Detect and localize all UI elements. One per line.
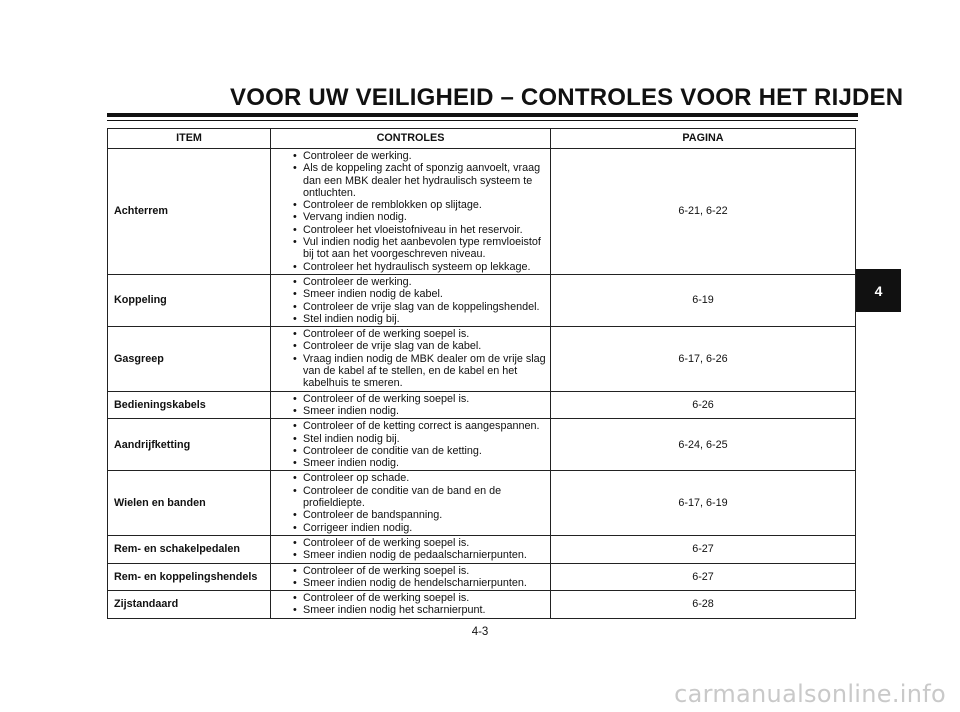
control-item <box>293 592 546 604</box>
row-item-name: Rem- en koppelingshendels <box>108 563 271 591</box>
bullet-icon: • <box>293 211 297 224</box>
row-controls <box>271 327 551 391</box>
control-item <box>293 457 546 469</box>
control-text: Controleer de bandspanning. <box>303 509 443 522</box>
control-text: Controleer of de werking soepel is. <box>303 592 470 605</box>
row-page-ref: 6-19 <box>551 274 856 326</box>
bullet-icon: • <box>293 432 297 445</box>
control-item <box>293 301 546 313</box>
bullet-icon: • <box>293 236 297 249</box>
table-body <box>108 149 856 619</box>
row-page-ref: 6-27 <box>551 535 856 563</box>
control-item <box>293 162 546 199</box>
control-item <box>293 522 546 534</box>
row-controls <box>271 563 551 591</box>
control-text: Stel indien nodig bij. <box>303 312 400 325</box>
control-item <box>293 604 546 616</box>
control-item <box>293 211 546 223</box>
control-item <box>293 509 546 521</box>
control-item <box>293 150 546 162</box>
bullet-icon: • <box>293 260 297 273</box>
row-controls <box>271 149 551 275</box>
bullet-icon: • <box>293 484 297 497</box>
table-row <box>108 327 856 391</box>
row-page-ref: 6-21, 6-22 <box>551 149 856 275</box>
row-page-ref: 6-17, 6-26 <box>551 327 856 391</box>
bullet-icon: • <box>293 549 297 562</box>
control-item <box>293 340 546 352</box>
table-row <box>108 471 856 535</box>
control-text: Smeer indien nodig. <box>303 404 400 417</box>
table-row <box>108 419 856 471</box>
control-text: Controleer het hydraulisch systeem op lekkage. <box>303 260 531 273</box>
row-item-name: Koppeling <box>108 274 271 326</box>
page-number: 4-3 <box>471 626 489 638</box>
row-page-ref: 6-26 <box>551 391 856 419</box>
control-text: Controleer of de werking soepel is. <box>303 392 470 405</box>
page-title: VOOR UW VEILIGHEID – CONTROLES VOOR HET RIJDEN <box>230 84 904 111</box>
control-text: Controleer of de ketting correct is aangespannen. <box>303 420 540 433</box>
control-text: Vul indien nodig het aanbevolen type remvloeistof bij tot aan het voorgeschreven niveau. <box>303 236 541 261</box>
bullet-icon: • <box>293 592 297 605</box>
header-item: ITEM <box>108 129 271 149</box>
control-item <box>293 199 546 211</box>
title-rule-thin <box>107 120 858 121</box>
bullet-icon: • <box>293 536 297 549</box>
bullet-icon: • <box>293 521 297 534</box>
row-controls <box>271 419 551 471</box>
control-item <box>293 224 546 236</box>
table-row <box>108 563 856 591</box>
control-item <box>293 405 546 417</box>
control-item <box>293 472 546 484</box>
header-page: PAGINA <box>551 129 856 149</box>
control-text: Stel indien nodig bij. <box>303 432 400 445</box>
bullet-icon: • <box>293 352 297 365</box>
control-item <box>293 537 546 549</box>
control-item <box>293 565 546 577</box>
row-page-ref: 6-28 <box>551 591 856 619</box>
control-text: Controleer de conditie van de ketting. <box>303 444 482 457</box>
control-text: Als de koppeling zacht of sponzig aanvoelt, vraag dan een MBK dealer het hydraulisch systeem te ontluchten. <box>303 162 541 199</box>
control-text: Smeer indien nodig de kabel. <box>303 288 443 301</box>
bullet-icon: • <box>293 340 297 353</box>
row-controls <box>271 391 551 419</box>
control-text: Smeer indien nodig het scharnierpunt. <box>303 604 486 617</box>
control-text: Vraag indien nodig de MBK dealer om de vrije slag van de kabel af te stellen, en de kabel en het kabelhuis te smeren. <box>303 352 546 390</box>
row-item-name: Aandrijfketting <box>108 419 271 471</box>
bullet-icon: • <box>293 457 297 470</box>
control-text: Controleer de werking. <box>303 275 412 288</box>
table-row <box>108 391 856 419</box>
table-row <box>108 274 856 326</box>
control-text: Controleer het vloeistofniveau in het reservoir. <box>303 223 523 236</box>
control-text: Smeer indien nodig de hendelscharnierpunten. <box>303 576 527 589</box>
bullet-icon: • <box>293 404 297 417</box>
row-page-ref: 6-27 <box>551 563 856 591</box>
row-item-name: Bedieningskabels <box>108 391 271 419</box>
row-controls <box>271 274 551 326</box>
bullet-icon: • <box>293 444 297 457</box>
control-item <box>293 433 546 445</box>
row-item-name: Rem- en schakelpedalen <box>108 535 271 563</box>
control-item <box>293 261 546 273</box>
bullet-icon: • <box>293 564 297 577</box>
row-page-ref: 6-24, 6-25 <box>551 419 856 471</box>
control-text: Controleer of de werking soepel is. <box>303 328 470 341</box>
bullet-icon: • <box>293 328 297 341</box>
control-text: Controleer of de werking soepel is. <box>303 536 470 549</box>
control-item <box>293 236 546 261</box>
row-controls <box>271 471 551 535</box>
bullet-icon: • <box>293 604 297 617</box>
bullet-icon: • <box>293 199 297 212</box>
control-text: Controleer de remblokken op slijtage. <box>303 199 482 212</box>
controls-table <box>107 128 856 619</box>
bullet-icon: • <box>293 288 297 301</box>
row-controls <box>271 535 551 563</box>
control-item <box>293 328 546 340</box>
row-item-name: Gasgreep <box>108 327 271 391</box>
control-item <box>293 393 546 405</box>
control-item <box>293 353 546 390</box>
control-item <box>293 420 546 432</box>
title-rule-thick <box>107 113 858 117</box>
control-text: Corrigeer indien nodig. <box>303 521 413 534</box>
table-row <box>108 149 856 275</box>
bullet-icon: • <box>293 312 297 325</box>
control-text: Controleer de werking. <box>303 150 412 162</box>
table-header-row <box>108 129 856 149</box>
row-item-name: Wielen en banden <box>108 471 271 535</box>
row-controls <box>271 591 551 619</box>
row-item-name: Zijstandaard <box>108 591 271 619</box>
table-row <box>108 535 856 563</box>
row-item-name: Achterrem <box>108 149 271 275</box>
control-text: Controleer de vrije slag van de koppelingshendel. <box>303 300 540 313</box>
control-item <box>293 549 546 561</box>
control-text: Controleer de conditie van de band en de profieldiepte. <box>303 484 502 510</box>
bullet-icon: • <box>293 275 297 288</box>
bullet-icon: • <box>293 472 297 485</box>
control-text: Smeer indien nodig. <box>303 457 400 470</box>
table-row <box>108 591 856 619</box>
control-item <box>293 288 546 300</box>
header-controls: CONTROLES <box>271 129 551 149</box>
chapter-tab: 4 <box>856 269 901 312</box>
bullet-icon: • <box>293 576 297 589</box>
control-item <box>293 485 546 510</box>
bullet-icon: • <box>293 509 297 522</box>
bullet-icon: • <box>293 223 297 236</box>
control-text: Vervang indien nodig. <box>303 211 407 224</box>
bullet-icon: • <box>293 300 297 313</box>
control-item <box>293 445 546 457</box>
watermark: carmanualsonline.info <box>674 680 946 708</box>
row-page-ref: 6-17, 6-19 <box>551 471 856 535</box>
bullet-icon: • <box>293 162 297 175</box>
control-item <box>293 577 546 589</box>
control-item <box>293 276 546 288</box>
control-item <box>293 313 546 325</box>
bullet-icon: • <box>293 420 297 433</box>
bullet-icon: • <box>293 150 297 162</box>
bullet-icon: • <box>293 392 297 405</box>
control-text: Smeer indien nodig de pedaalscharnierpunten. <box>303 549 527 562</box>
control-text: Controleer of de werking soepel is. <box>303 564 470 577</box>
control-text: Controleer de vrije slag van de kabel. <box>303 340 482 353</box>
control-text: Controleer op schade. <box>303 472 410 485</box>
